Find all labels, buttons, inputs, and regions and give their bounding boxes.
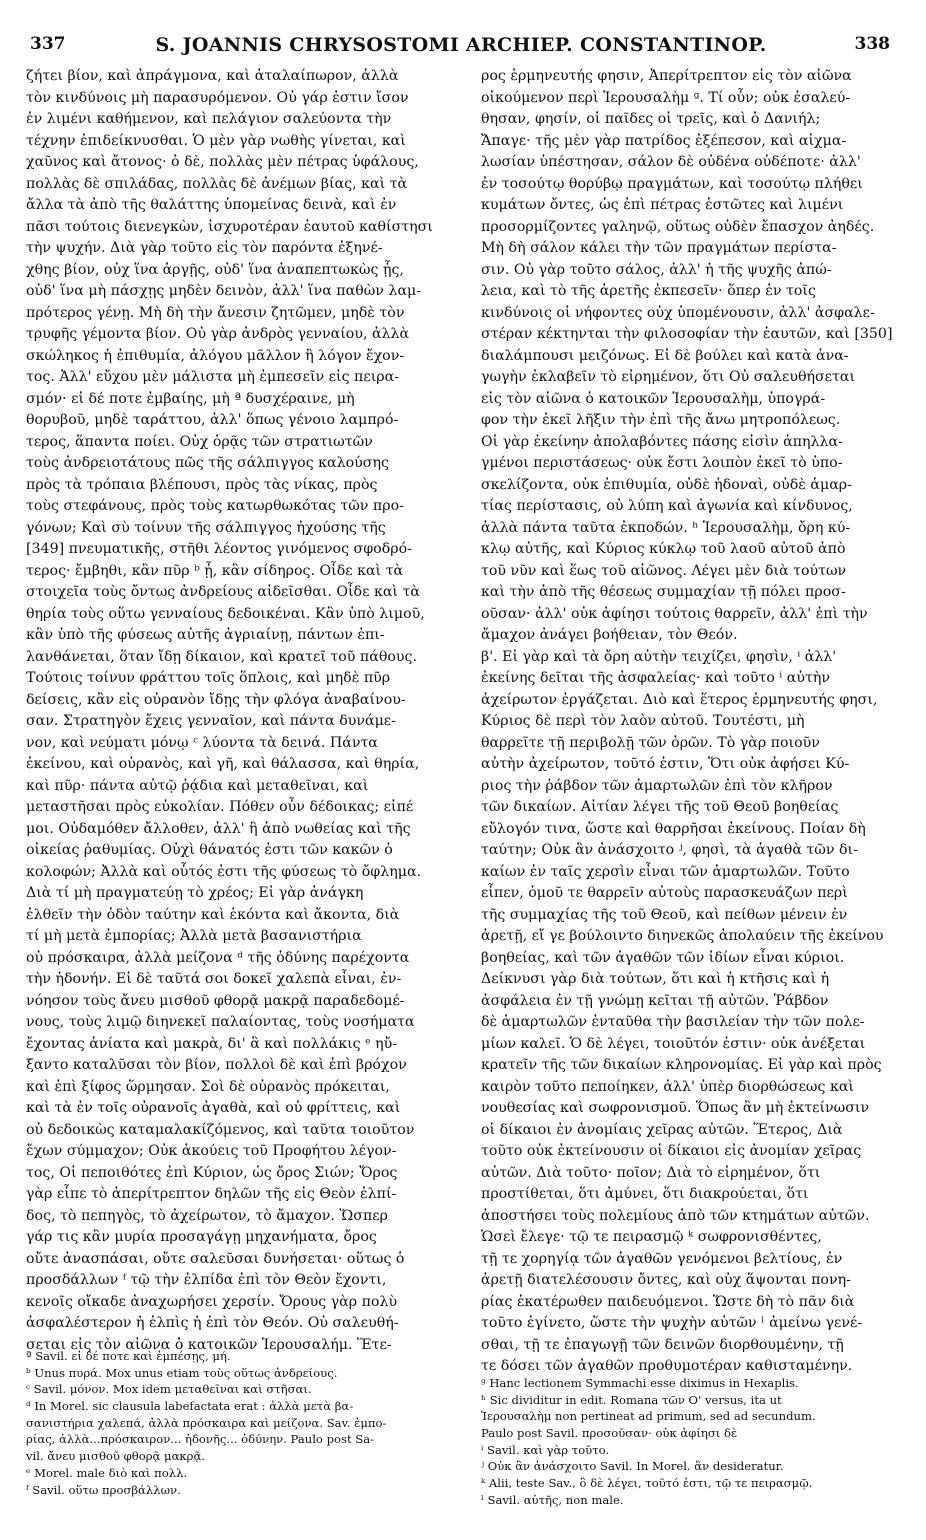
text-line: πρὸς τὰ τρόπαια βλέπουσι, πρὸς τὰς νίκας, πρὸς <box>26 476 378 493</box>
text-line: κρατεῖν τῆς τῶν δικαίων κληρονομίας. Εἰ γὰρ καὶ πρὸς <box>481 1057 882 1073</box>
text-line: ἀσφάλεια ἐν τῇ γνώμῃ κεῖται τῇ αὐτῶν. Ῥάβδον <box>481 992 829 1009</box>
text-line: τοῦτο οὐκ ἐκτείνουσιν οἱ δίκαιοι εἰς ἀνομίαν χεῖρας <box>481 1143 862 1159</box>
text-line: σκώληκος ἡ ἐπιθυμία, ἀλόγου μᾶλλον ἢ λόγον ἔχον- <box>26 347 405 364</box>
text-line: ἀποστήσει τοὺς πολεμίους ἀπὸ τῶν κτημάτων αὐτῶν. <box>481 1207 870 1224</box>
text-line: ἐλθεῖν τὴν ὁδὸν ταύτην καὶ ἑκόντα καὶ ἄκοντα, διὰ <box>26 906 400 923</box>
text-line: τοὺς ἀνδρειοτάτους πῶς τῆς σάλπιγγος καλούσης <box>26 455 389 471</box>
footnote: σανιστήρια χαλεπά, ἀλλὰ πρόσκαιρα καὶ μείζονα. Sav. ἐμπο- <box>26 1415 387 1430</box>
footnote: ʰ Sic dividitur in edit. Romana τῶν Ο' versus, ita ut <box>481 1392 782 1407</box>
text-line: τος. Ἀλλ' εὔχου μὲν μάλιστα μὴ ἐμπεσεῖν εἰς πειρα- <box>26 369 399 385</box>
text-line: χθης βίον, οὐχ ἵνα ἀργῇς, οὐδ' ἵνα ἀναπεπτωκὼς ᾖς, <box>26 261 404 278</box>
text-line: μοι. Οὐδαμόθεν ἄλλοθεν, ἀλλ' ἢ ἀπὸ νωθείας καὶ τῆς <box>26 820 411 837</box>
footnote: ˡ Savil. αὐτῆς, non male. <box>481 1492 624 1507</box>
footnote: ᵈ In Morel. sic clausula labefactata erat : ἀλλὰ μετὰ βα- <box>26 1399 354 1414</box>
text-line: Ὡσεὶ ἔλεγε· τῷ τε πειρασμῷ ᵏ σωφρονισθέντες, <box>481 1229 822 1245</box>
text-line: τῆς συμμαχίας τῆς τοῦ Θεοῦ, καὶ πείθων μένειν ἐν <box>481 906 848 923</box>
text-line: οἱ δίκαιοι ἐν ἀνομίαις χεῖρας αὐτῶν. Ἕτερος, Διὰ <box>481 1121 843 1138</box>
text-line: εἶπεν, ὁμοῦ τε θαρρεῖν αὐτοὺς παρασκευάζων περὶ <box>481 885 848 901</box>
text-line: θηρία τοὺς οὕτω γενναίους δεδοικέναι. Κἂν ὑπὸ λιμοῦ, <box>26 605 425 622</box>
text-line: μεταστῆσαι πρὸς εὐκολίαν. Πόθεν οὖν δέδοικας; εἰπέ <box>26 799 414 815</box>
text-line: τερος, ἅπαντα ποίει. Οὐχ ὁρᾷς τῶν στρατιωτῶν <box>26 433 373 450</box>
text-line: θαρρεῖτε τῇ περιβολῇ τῶν ὀρῶν. Τὸ γὰρ ποιοῦν <box>481 734 820 751</box>
text-line: ἄλλα τὰ ἀπὸ τῆς θαλάττης ὑπομείνας δεινὰ, καὶ ἐν <box>26 197 397 213</box>
text-line: τὴν ἡδονήν. Εἰ δὲ ταῦτά σοι δοκεῖ χαλεπὰ εἶναι, ἐν- <box>26 971 402 987</box>
text-line: διαλάμπουσι μειζόνως. Εἰ δὲ βούλει καὶ κατὰ ἀνα- <box>481 347 849 364</box>
text-line: λωσίαν ὑπέστησαν, σάλον δὲ οὐδένα οὐδέποτε· ἀλλ' <box>481 154 861 170</box>
footnote: vil. ἄνευ μισθοῦ φθορᾷ μακρᾷ. <box>26 1449 205 1464</box>
text-line: τῇ τε χορηγίᾳ τῶν ἀγαθῶν γενόμενοι βελτίους, ἐν <box>481 1250 843 1267</box>
text-line: Δείκνυσι γὰρ διὰ τούτων, ὅτι καὶ ἡ κτῆσις καὶ ἡ <box>481 971 830 987</box>
text-line: τοῦτο ἐγίνετο, ὥστε τὴν ψυχὴν αὐτῶν ˡ ἀμείνω γενέ- <box>481 1315 863 1331</box>
text-line: εὔλογόν τινα, ὥστε καὶ θαρρῆσαι ἐκείνους. Ποίαν δὴ <box>481 820 866 837</box>
text-line: ἐκείνης δεῖται τῆς ἀσφαλείας· καὶ τοῦτο ⁱ αὐτὴν <box>481 670 830 686</box>
text-line: ἀλλὰ πάντα ταῦτα ἐκποδών. ʰ Ἱερουσαλὴμ, ὄρη κύ- <box>481 519 851 536</box>
text-line: δείσεις, κἂν εἰς οὐρανὸν ἴδῃς τὴν φλόγα ἀναβαίνου- <box>26 691 406 708</box>
text-line: ἐκείνου, καὶ οὐρανὸς, καὶ γῆ, καὶ θάλασσα, καὶ θηρία, <box>26 756 420 772</box>
text-line: Μὴ δὴ σάλον κάλει τὴν τῶν πραγμάτων περίστα- <box>481 240 837 256</box>
text-line: τί μὴ μετὰ ἐμπορίας; Ἀλλὰ μετὰ βασανιστήρια <box>26 928 362 944</box>
text-line: οἰκείας ῥαθυμίας. Οὐχὶ θάνατός ἐστι τῶν κακῶν ὁ <box>26 842 393 858</box>
text-line: [349] πνευματικῆς, στῆθι λέοντος γινόμενος σφοδρό- <box>26 541 412 557</box>
text-line: σκελίζοντα, οὐκ ἐπιθυμία, οὐδὲ ἡδοναὶ, οὐδὲ ἁμαρ- <box>481 476 852 493</box>
text-line: ζήτει βίον, καὶ ἀπράγμονα, καὶ ἀταλαίπωρον, ἀλλὰ <box>26 68 399 84</box>
text-line: πολλὰς δὲ σπιλάδας, πολλὰς δὲ ἀνέμων βίας, καὶ τὰ <box>26 175 408 192</box>
text-line: εἰς τὸν αἰῶνα ὁ κατοικῶν Ἱερουσαλὴμ, ὑπογρά- <box>481 390 826 407</box>
text-line: σθαι, τῇ τε ἐπαγωγῇ τῶν δεινῶν διορθουμένην, τῇ <box>481 1336 844 1353</box>
text-line: Κύριος δὲ περὶ τὸν λαὸν αὐτοῦ. Τουτέστι, μὴ <box>481 713 805 729</box>
text-line: καὶ τὴν ἀπὸ τῆς θέσεως συμμαχίαν τῇ πόλει προσ- <box>481 584 846 600</box>
text-line: κλῳ αὐτῆς, καὶ Κύριος κύκλῳ τοῦ λαοῦ αὐτοῦ ἀπὸ <box>481 541 846 557</box>
text-line: ρίας ἑκατέρωθεν παιδευόμενοι. Ὥστε δὴ τὸ πᾶν διὰ <box>481 1293 855 1310</box>
text-line: πρότερος γένῃ. Μὴ δὴ τὴν ἄνεσιν ζητῶμεν, μηδὲ τὸν <box>26 304 405 321</box>
text-line: κινδύνοις οἱ νήφοντες οὐχ ὑπομένουσιν, ἀλλ' ἀσφαλε- <box>481 304 875 321</box>
text-line: ἔχοντας ἀνίατα καὶ μακρὰ, δι' ἃ καὶ πολλάκις ᵉ ηὔ- <box>26 1035 398 1052</box>
text-line: μίων καλεῖ. Ὁ δὲ λέγει, τοιοῦτόν ἐστιν· οὐκ ἀνέξεται <box>481 1035 866 1052</box>
footnote: ᵍ Hanc lectionem Symmachi esse diximus in Hexaplis. <box>481 1376 799 1390</box>
text-line: λανθάνεται, ὅταν ἴδῃ δίκαιον, καὶ κρατεῖ τοῦ πάθους. <box>26 648 418 665</box>
text-line: τοῦ νῦν καὶ ἕως τοῦ αἰῶνος. Λέγει μὲν διὰ τούτων <box>481 562 847 579</box>
right-footnotes <box>481 1375 915 1509</box>
text-line: τὸν κινδύνοις μὴ παρασυρόμενον. Οὐ γάρ ἐστιν ἴσον <box>26 89 409 106</box>
text-line: χαῦνος καὶ ἄτονος· ὁ δὲ, πολλὰς μὲν πέτρας ὑφάλους, <box>26 154 419 170</box>
text-line: ἀρετῇ διατελέσουσιν ὄντες, καὶ οὐχ ἅψονται πονη- <box>481 1272 851 1288</box>
text-line: προσδάλλων ᶠ τῷ τὴν ἐλπίδα ἐπὶ τὸν Θεὸν ἔχοντι, <box>26 1272 387 1288</box>
text-line: οὐδ' ἵνα μὴ πάσχῃς μηδὲν δεινὸν, ἀλλ' ἵνα παθὼν λαμ- <box>26 283 422 299</box>
text-line: ἀρετῇ, εἴ γε βούλοιντο διηνεκῶς ἀπολαύειν τῆς ἐκείνου <box>481 928 884 944</box>
text-line: καιρὸν τοῦτο πεποίηκεν, ἀλλ' ὑπὲρ διορθώσεως καὶ <box>481 1078 854 1095</box>
text-line: καὶ πῦρ· πάντα αὐτῷ ῥᾴδια καὶ μεταθεῖναι, καὶ <box>26 777 369 794</box>
text-line: δος, τὸ πεπηγὸς, τὸ ἀχείρωτον, τὸ ἄμαχον. Ὥσπερ <box>26 1207 388 1224</box>
text-line: ξαντο καταλῦσαι τὸν βίον, πολλοὶ δὲ καὶ ἐπὶ βρόχον <box>26 1057 407 1073</box>
left-text-column <box>26 66 468 1356</box>
left-footnotes <box>26 1348 468 1498</box>
text-line: καὶ τὰ ἐν τοῖς οὐρανοῖς ἀγαθὰ, καὶ οὐ φρίττεις, καὶ <box>26 1100 401 1116</box>
text-line: νόησον τοὺς ἄνευ μισθοῦ φθορᾷ μακρᾷ παραδεδομέ- <box>26 992 405 1009</box>
footnote: ᵏ Alii, teste Sav., ὃ δὲ λέγει, τοῦτό ἐστι, τῷ τε πειρασμῷ. <box>481 1476 813 1491</box>
text-line: Οἱ γὰρ ἐκείνην ἀπολαβόντες πάσης εἰσὶν ἀπηλλα- <box>481 433 843 450</box>
page-number-right: 338 <box>854 34 890 54</box>
text-line: κἂν ὑπὸ τῆς φύσεως αὐτῆς ἀγριαίνῃ, πάντων ἐπι- <box>26 627 385 643</box>
text-line: οἰκούμενον περὶ Ἱερουσαλὴμ ᵍ. Τί οὖν; οὐκ ἐσαλεύ- <box>481 89 851 106</box>
text-line: στέραν κέκτηνται τὴν φιλοσοφίαν τὴν ἑαυτῶν, καὶ [350] <box>481 326 893 342</box>
running-header <box>26 34 896 58</box>
page-number-left: 337 <box>30 34 66 54</box>
text-line: γὰρ εἶπε τὸ ἀπερίτρεπτον δηλῶν τῆς εἰς Θεὸν ἐλπί- <box>26 1186 397 1202</box>
text-line: οῦσαν· ἀλλ' οὐκ ἀφίησι τούτοις θαρρεῖν, ἀλλ' ἐπὶ τὴν <box>481 605 868 622</box>
footnote: ʲ Οὐκ ἂν ἀνάσχοιτο Savil. In Morel. ἂν desideratur. <box>481 1459 784 1474</box>
text-line: ἔχων σύμμαχον; Οὐκ ἀκούεις τοῦ Προφήτου λέγον- <box>26 1143 397 1159</box>
text-line: β'. Εἰ γὰρ καὶ τὰ ὄρη αὐτὴν τειχίζει, φησὶν, ⁱ ἀλλ' <box>481 648 837 665</box>
text-line: φον τὴν ἐκεῖ λῆξιν τὴν ἐπὶ τῆς ἄνω μητροπόλεως. <box>481 412 841 428</box>
footnote: ᶠ Savil. οὕτω προσβάλλων. <box>26 1482 181 1497</box>
text-line: δὲ ἁμαρτωλῶν ἐνταῦθα τὴν βασιλείαν τὴν τῶν πολε- <box>481 1014 865 1030</box>
text-line: τέχνην ἐπιδείκνυσθαι. Ὁ μὲν γὰρ νωθὴς γίνεται, καὶ <box>26 132 406 149</box>
text-line: ἀχείρωτον ἐργάζεται. Διὸ καὶ ἕτερος ἑρμηνευτής φησι, <box>481 691 878 708</box>
text-line: ρος ἑρμηνευτής φησιν, Ἀπερίτρεπτον εἰς τὸν αἰῶνα <box>481 68 852 84</box>
running-title: S. JOANNIS CHRYSOSTOMI ARCHIEP. CONSTANTINOP. <box>155 34 767 56</box>
text-line: βοηθείας, καὶ τῶν ἀγαθῶν τῶν ἰδίων εἶναι κύριοι. <box>481 949 845 966</box>
text-line: ἄμαχον ἀνάγει βοήθειαν, τὸν Θεόν. <box>481 627 738 643</box>
text-line: αὐτῶν. Διὰ τοῦτο· ποῖον; Διὰ τὸ εἰρημένον, ὅτι <box>481 1164 821 1181</box>
footnote: ᵉ Morel. male διὸ καὶ πολλ. <box>26 1465 188 1480</box>
text-line: νους, τοὺς λιμῷ διηνεκεῖ παλαίοντας, τοὺς νοσήματα <box>26 1014 415 1030</box>
footnote: ⁱ Savil. καὶ γὰρ τοῦτο. <box>481 1442 610 1457</box>
text-line: γωγὴν ἐκλαβεῖν τὸ εἰρημένον, ὅτι Οὐ σαλευθήσεται <box>481 369 856 385</box>
text-line: κενοῖς οἴκαδε ἀναχωρήσει χερσίν. Ὄρους γὰρ πολὺ <box>26 1293 398 1310</box>
text-line: καὶ ἐπὶ ξίφος ὥρμησαν. Σοὶ δὲ οὐρανὸς πρόκειται, <box>26 1078 390 1095</box>
text-line: σμόν· εἰ δέ ποτε ἐμβαίης, μὴ ª δυσχέραινε, μὴ <box>26 390 355 407</box>
footnote: ρίας, ἀλλὰ...πρόσκαιρον... ἡδονῆς... ὀδύνην. Paulo post Sa- <box>26 1432 375 1447</box>
text-line: νον, καὶ νεύματι μόνῳ ᶜ λύοντα τὰ δεινά. Πάντα <box>26 734 378 751</box>
text-line: ἀσφαλέστερον ἡ ἐλπὶς ἡ ἐπὶ τὸν Θεόν. Οὐ σαλευθή- <box>26 1315 399 1331</box>
text-line: τὴν ψυχήν. Διὰ γὰρ τοῦτο εἰς τὸν παρόντα ἐξηνέ- <box>26 240 383 256</box>
text-line: σαν. Στρατηγὸν ἔχεις γενναῖον, καὶ πάντα δυνάμε- <box>26 713 396 729</box>
text-line: σεται εἰς τὸν αἰῶνα ὁ κατοικῶν Ἱερουσαλήμ. Ἕτε- <box>26 1336 392 1353</box>
footnote: Ἱερουσαλὴμ non pertineat ad primum, sed ad secundum. <box>481 1409 816 1424</box>
text-line: τοὺς στεφάνους, πρὸς τοὺς κατωρθωκότας τῶν προ- <box>26 498 404 514</box>
text-line: αὐτὴν ἀχείρωτον, τοῦτό ἐστιν, Ὅτι οὐκ ἀφήσει Κύ- <box>481 756 850 772</box>
text-line: τερος· ἔμβηθι, κἂν πῦρ ᵇ ᾖ, κἂν σίδηρος. Οἶδε καὶ τὰ <box>26 562 404 579</box>
text-line: θησαν, φησίν, οἱ παῖδες οἱ τρεῖς, καὶ ὁ Δανιήλ; <box>481 111 821 127</box>
footnote: ᵇ Unus πυρά. Mox unus etiam τοὺς οὕτως ἀνδρείους. <box>26 1365 338 1380</box>
text-line: προστίθεται, ὅτι ἀμύνει, ὅτι διακρούεται, ὅτι <box>481 1186 809 1202</box>
text-line: στοιχεῖα τοὺς ὄντως ἀνδρείους αἰδεῖσθαι. Οἶδε καὶ τὰ <box>26 584 420 600</box>
text-line: οὐ δεδοικὼς καταμαλακίζόμενος, καὶ ταῦτα τοιοῦτον <box>26 1121 415 1138</box>
text-line: κολοφών; Ἀλλὰ καὶ οὗτός ἐστι τῆς φύσεως τὸ ὄφλημα. <box>26 863 422 880</box>
text-line: τος, Οἱ πεποιθότες ἐπὶ Κύριον, ὡς ὄρος Σιών; Ὄρος <box>26 1164 398 1181</box>
text-line: τρυφῆς γέμοντα βίον. Οὐ γὰρ ἀνδρὸς γενναίου, ἀλλὰ <box>26 326 410 342</box>
text-line: καίων ἐν ταῖς χερσὶν εἶναι τῶν ἁμαρτωλῶν. Τοῦτο <box>481 863 850 880</box>
text-line: ἐν τοσούτῳ θορύβῳ πραγμάτων, καὶ τοσούτῳ πλήθει <box>481 175 863 192</box>
text-line: κυμάτων ὄντες, ὡς ἐπὶ πέτρας ἑστῶτες καὶ λιμένι <box>481 197 844 213</box>
text-line: γάρ τις κἂν μυρία προσαγάγῃ μηχανήματα, ὄρος <box>26 1229 377 1245</box>
text-line: προσορμίζοντες γαληνῷ, οὕτως οὐδὲν ἔπασχον ἀηδές. <box>481 218 875 235</box>
text-line: τίας περίστασις, οὐ λύπη καὶ ἀγωνία καὶ κίνδυνος, <box>481 498 853 514</box>
text-line: γμένοι περιστάσεως· οὐκ ἔστι λοιπὸν ἐκεῖ τὸ ὑπο- <box>481 455 843 471</box>
text-line: θορυβοῦ, μηδὲ ταράττου, ἀλλ' ὅπως γένοιο λαμπρό- <box>26 412 399 428</box>
text-line: πᾶσι τούτοις διενεγκὼν, ἰσχυροτέραν ἑαυτοῦ καθίστησι <box>26 218 433 235</box>
text-line: τῶν δικαίων. Αἰτίαν λέγει τῆς τοῦ Θεοῦ βοηθείας <box>481 799 839 815</box>
text-line: ριος τὴν ῥάβδον τῶν ἁμαρτωλῶν ἐπὶ τὸν κλῆρον <box>481 777 833 794</box>
text-line: γόνων; Καὶ σὺ τοίνυν τῆς σάλπιγγος ἠχούσης τῆς <box>26 519 386 536</box>
text-line: Διὰ τί μὴ πραγματεύῃ τὸ χρέος; Εἰ γὰρ ἀνάγκη <box>26 885 364 901</box>
text-line: Τούτοις τοίνυν φράττου τοῖς ὅπλοις, καὶ μηδὲ πῦρ <box>26 670 391 686</box>
text-line: ἐν λιμένι καθήμενον, καὶ πελάγιον σαλεύοντα τὴν <box>26 111 392 127</box>
text-line: λεια, καὶ τὸ τῆς ἀρετῆς ἐκπεσεῖν· ὅπερ ἐν τοῖς <box>481 283 816 299</box>
text-line: οὐ πρόσκαιρα, ἀλλὰ μείζονα ᵈ τῆς ὀδύνης παρέχοντα <box>26 949 410 966</box>
footnote: Paulo post Savil. προσοῦσαν· οὐκ ἀφίησι δὲ <box>481 1426 738 1441</box>
text-line: ταύτην; Οὐκ ἂν ἀνάσχοιτο ʲ, φησὶ, τὰ ἀγαθὰ τῶν δι- <box>481 842 858 858</box>
text-line: τε δόσει τῶν ἀγαθῶν προθυμοτέραν καθισταμένην. <box>481 1358 853 1374</box>
right-text-column <box>481 66 915 1378</box>
text-line: νουθεσίας καὶ σωφρονισμοῦ. Ὅπως ἂν μὴ ἐκτείνωσιν <box>481 1100 870 1116</box>
text-line: σιν. Οὐ γὰρ τοῦτο σάλος, ἀλλ' ἡ τῆς ψυχῆς ἀπώ- <box>481 261 832 278</box>
text-line: Ἄπαγε· τῆς μὲν γὰρ πατρίδος ἐξέπεσον, καὶ αἰχμα- <box>481 132 847 149</box>
footnote: ª Savil. εἰ δέ ποτε καὶ ἐμπέσῃς, μή. <box>26 1349 231 1363</box>
footnote: ᶜ Savil. μόνον. Mox idem μεταθεῖναι καὶ στῆσαι. <box>26 1382 312 1397</box>
text-line: οὔτε ἀνασπάσαι, οὔτε σαλεῦσαι δυνήσεται· οὕτως ὁ <box>26 1250 405 1267</box>
